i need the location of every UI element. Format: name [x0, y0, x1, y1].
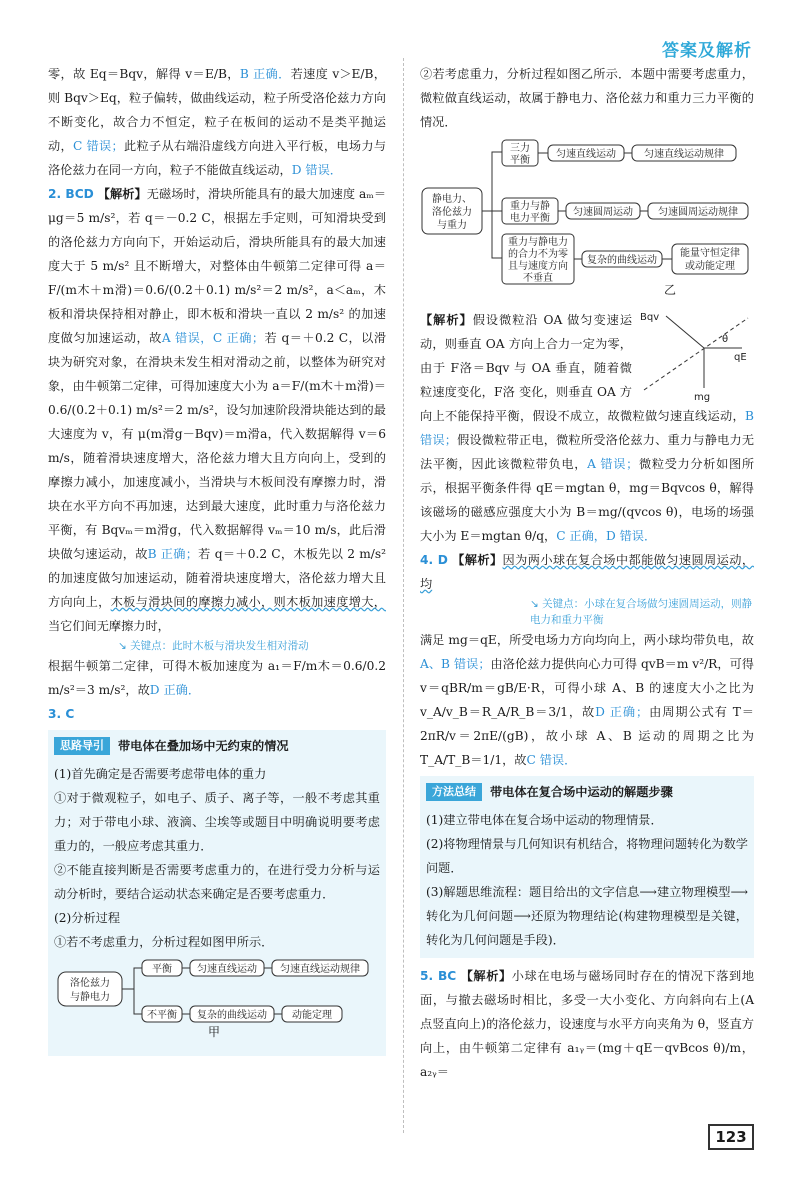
question-number: 5. BC	[420, 969, 457, 983]
text: 当它们间无摩擦力时，	[48, 619, 170, 633]
force-diagram	[638, 308, 754, 404]
answer-mark: C 正确，D 错误．	[556, 529, 657, 543]
analysis-tag: 【解析】	[97, 187, 147, 201]
trajectory-line	[644, 318, 748, 390]
flow-text: 洛伦兹力	[432, 207, 472, 218]
hint-line: (2)分析过程	[54, 911, 121, 925]
answer-mark: A 错误，C 正确；	[161, 331, 265, 345]
flow-text: 平衡	[152, 964, 172, 975]
column-divider	[403, 58, 404, 1133]
method-badge: 方法总结	[426, 783, 482, 801]
answer-mark: C 错误；	[72, 139, 124, 153]
figure-label: 甲	[207, 1025, 221, 1038]
text: 满足 mg＝qE，所受电场力方向均向上，两小球均带负电，故	[420, 633, 754, 647]
flow-text: 不平衡	[147, 1010, 177, 1021]
flowchart-yi	[420, 138, 754, 296]
key-point-note	[420, 596, 754, 628]
q2-solution-end	[48, 654, 386, 702]
answer-mark: D 正确；	[595, 705, 649, 719]
analysis-tag: 【解析】	[460, 969, 512, 983]
flow-text: 重力与静电力	[508, 237, 568, 248]
flow-text: 洛伦兹力	[70, 978, 110, 989]
flow-text: 能量守恒定律	[680, 248, 740, 259]
text: 零，故 Eq＝Bqv，解得 v＝E/B，	[48, 67, 240, 81]
text: 假设微粒带正电，微粒所受洛伦兹力、重力与静电力无法平衡，因此该微粒带负电，	[420, 433, 755, 471]
figure-label: 乙	[663, 283, 677, 296]
analysis-with-figure	[420, 308, 754, 548]
method-line: (2)将物理情景与几何知识有机结合，将物理问题转化为数学问题．	[426, 837, 748, 875]
method-line: (1)建立带电体在复合场中运动的物理情景．	[426, 813, 663, 827]
text: 微粒受力分析如图所示，根据平衡条件得 qE＝mgtan θ，mg＝Bqvcos θ，解得该磁场的磁感应强度大小为 B＝mg/(qvcos θ)，电场的场强大小为 E＝mgtan θ/q，	[420, 457, 755, 543]
hint-line: ②不能直接判断是否需要考虑重力的，在进行受力分析与运动分析时，要结合运动状态来确定是否要考虑重力．	[54, 863, 380, 901]
paragraph: ②若考虑重力，分析过程如图乙所示．本题中需要考虑重力，微粒做直线运动，故属于静电力、洛伦兹力和重力三力平衡的情况．	[420, 67, 754, 129]
analysis-tag: 【解析】	[452, 553, 503, 567]
flow-text: 匀速直线运动规律	[280, 964, 360, 975]
method-title: 带电体在复合场中运动的解题步骤	[490, 785, 673, 799]
q5-solution	[420, 964, 754, 1084]
method-box	[420, 776, 754, 958]
note-text: 关键点：此时木板与滑块发生相对滑动	[130, 640, 309, 652]
answer-mark: A 错误；	[587, 457, 639, 471]
key-text: 木板与滑块间的摩擦力减小，则木板加速度增大，	[110, 595, 386, 609]
flow-text: 或动能定理	[685, 261, 735, 272]
text: 无磁场时，滑块所能具有的最大加速度 aₘ＝μg＝5 m/s²，若 q＝－0.2 C，根据左手定则，可知滑块受到的洛伦兹力方向向下，开始运动后，滑块所能具有的最大加速度大于 5 m/s² 且不断增大，对整体由牛顿第二定律可得 a＝F/(m木＋m滑)＝0.6/(0.2＋0.1) m/s²＝2 m/s²，a＜aₘ，木板和滑块保持相对静止，即木板和滑块一直以 2 m/s² 的加速度做匀加速运动，故	[48, 187, 387, 345]
text: 小球在电场与磁场同时存在的情况下落到地面，与撤去磁场时相比，多受一大小变化、方向斜向右上(A 点竖直向上)的洛伦兹力，设速度与水平方向夹角为 θ，竖直方向上，由牛顿第二定律有 a₁ᵧ＝(mg＋qE－qvBcos θ)/m，a₂ᵧ＝	[420, 969, 755, 1079]
text: 若 q＝＋0.2 C，木板先以 2 m/s² 的加速度做匀加速运动，随着滑块速度增大，洛伦兹力增大且方向向上，	[48, 547, 387, 609]
text: 假设微粒沿 OA 做匀变速运动，则垂直 OA 方向上合力一定为零，由于 F洛＝Bqv 与 OA 垂直，随着微粒速度变化，F洛 变化，则垂直 OA 方向上不能保持平衡，假设不成立，故微粒做匀速直线运动，	[420, 313, 746, 423]
question-number: 4. D	[420, 553, 448, 567]
text: 若速度 v＞E/B，则 Bqv＞Eq，粒子偏转，做曲线运动，粒子所受洛伦兹力方向不断变化，故合力不恒定，粒子在板间的运动不是类平抛运动，	[48, 67, 386, 153]
right-column	[420, 62, 754, 1084]
angle-label: θ	[722, 334, 729, 345]
force-label: mg	[694, 392, 711, 403]
answer-mark: D 错误．	[291, 163, 342, 177]
flow-connector	[122, 968, 142, 1014]
answer-mark: A、B 错误；	[420, 657, 491, 671]
q1-continued	[48, 62, 386, 182]
flow-text: 复杂的曲线运动	[587, 255, 657, 266]
flow-text: 平衡	[510, 155, 530, 166]
hint-line: (1)首先确定是否需要考虑带电体的重力	[54, 767, 267, 781]
force-label: Bqv	[640, 312, 660, 323]
left-column	[48, 62, 386, 1062]
key-text: 因为两小球在复合场中都能做匀速圆周运动，均	[420, 553, 755, 591]
flow-text: 重力与静	[510, 201, 550, 212]
key-icon: ↘	[530, 598, 539, 610]
page-number: 123	[708, 1124, 754, 1150]
answer-mark: B 正确．	[239, 67, 291, 81]
flow-text: 三力	[510, 143, 530, 154]
flow-connector	[482, 152, 502, 258]
flow-text: 匀速直线运动规律	[644, 149, 724, 160]
analysis-tag: 【解析】	[420, 313, 473, 327]
hint-title: 带电体在叠加场中无约束的情况	[118, 739, 289, 753]
flow-text: 匀速圆周运动规律	[658, 207, 738, 218]
flow-text: 匀速直线运动	[197, 964, 257, 975]
flow-text: 与静电力	[70, 992, 110, 1003]
key-icon: ↘	[118, 640, 127, 652]
hint-badge: 思路导引	[54, 737, 110, 755]
key-point-note	[48, 638, 386, 654]
flowchart-jia	[54, 958, 380, 1038]
answer-mark: B 错误；	[420, 409, 754, 447]
text: 由洛伦兹力提供向心力可得 qvB＝m v²/R，可得 v＝qBR/m＝gB/E·R，可得小球 A、B 的速度大小之比为 v_A/v_B＝R_A/R_B＝3/1，故	[420, 657, 754, 719]
flow-text: 与重力	[437, 220, 467, 231]
section-title: 答案及解析	[662, 41, 752, 61]
text: 若 q＝＋0.2 C，以滑块为研究对象，在滑块未发生相对滑动之前，以整体为研究对象，由牛顿第二定律，可得加速度大小为 a＝F/(m木＋m滑)＝0.6/(0.2＋0.1) m/s²＝2 m/s²，设匀加速阶段滑块能达到的最大速度为 v，有 μ(m滑g－Bqv)＝m滑a，代入数据解得 v＝6 m/s，随着滑块速度增大，洛伦兹力增大且方向向上，受到的摩擦力减小，加速度减小，当滑块与木板间没有摩擦力时，滑块在水平方向不再加速，达到最大速度，此时重力与洛伦兹力平衡，有 Bqvₘ＝m滑g，代入数据解得 vₘ＝10 m/s，此后滑块做匀速运动，故	[48, 331, 387, 561]
text: 根据牛顿第二定律，可得木板加速度为 a₁＝F/m木＝0.6/0.2 m/s²＝3 m/s²，故	[48, 659, 386, 697]
answer-mark: B 正确；	[147, 547, 198, 561]
answer-mark: D 正确．	[149, 683, 201, 697]
text: 此粒子从右端沿虚线方向进入平行板，电场力与洛伦兹力在同一方向，粒子不能做直线运动，	[48, 139, 387, 177]
flow-text: 的合力不为零	[508, 249, 568, 260]
hint-box	[48, 730, 386, 1056]
q4-solution-end	[420, 628, 754, 772]
method-line: (3)解题思维流程：题目给出的文字信息⟶建立物理模型⟶转化为几何问题⟶还原为物理结论(构建物理模型是关键，转化为几何问题是手段)．	[426, 885, 748, 947]
force-label: qE	[734, 352, 747, 363]
text: 由周期公式有 T＝2πR/v＝2πE/(gB)，故小球 A、B 运动的周期之比为 T_A/T_B＝1/1，故	[420, 705, 754, 767]
flow-text: 匀速直线运动	[556, 149, 616, 160]
flow-text: 动能定理	[292, 1010, 332, 1021]
flow-text: 复杂的曲线运动	[197, 1010, 267, 1021]
answer-mark: C 错误．	[526, 753, 577, 767]
q4-solution	[420, 548, 754, 596]
flow-text: 且与速度方向	[508, 261, 568, 272]
q2-solution	[48, 182, 386, 638]
flow-text: 不垂直	[523, 273, 553, 284]
bqv-arrow	[666, 316, 704, 348]
flow-text: 电力平衡	[510, 213, 550, 224]
flow-text: 静电力、	[432, 194, 472, 205]
flow-text: 匀速圆周运动	[573, 207, 633, 218]
question-number: 2. BCD	[48, 187, 94, 201]
hint-line: ①对于微观粒子，如电子、质子、离子等，一般不考虑其重力；对于带电小球、液滴、尘埃等或题目中明确说明要考虑重力的，一般应考虑其重力．	[54, 791, 380, 853]
note-text: 关键点：小球在复合场做匀速圆周运动，则静电力和重力平衡	[530, 598, 753, 626]
question-number: 3. C	[48, 707, 75, 721]
hint-line: ①若不考虑重力，分析过程如图甲所示．	[54, 935, 274, 949]
